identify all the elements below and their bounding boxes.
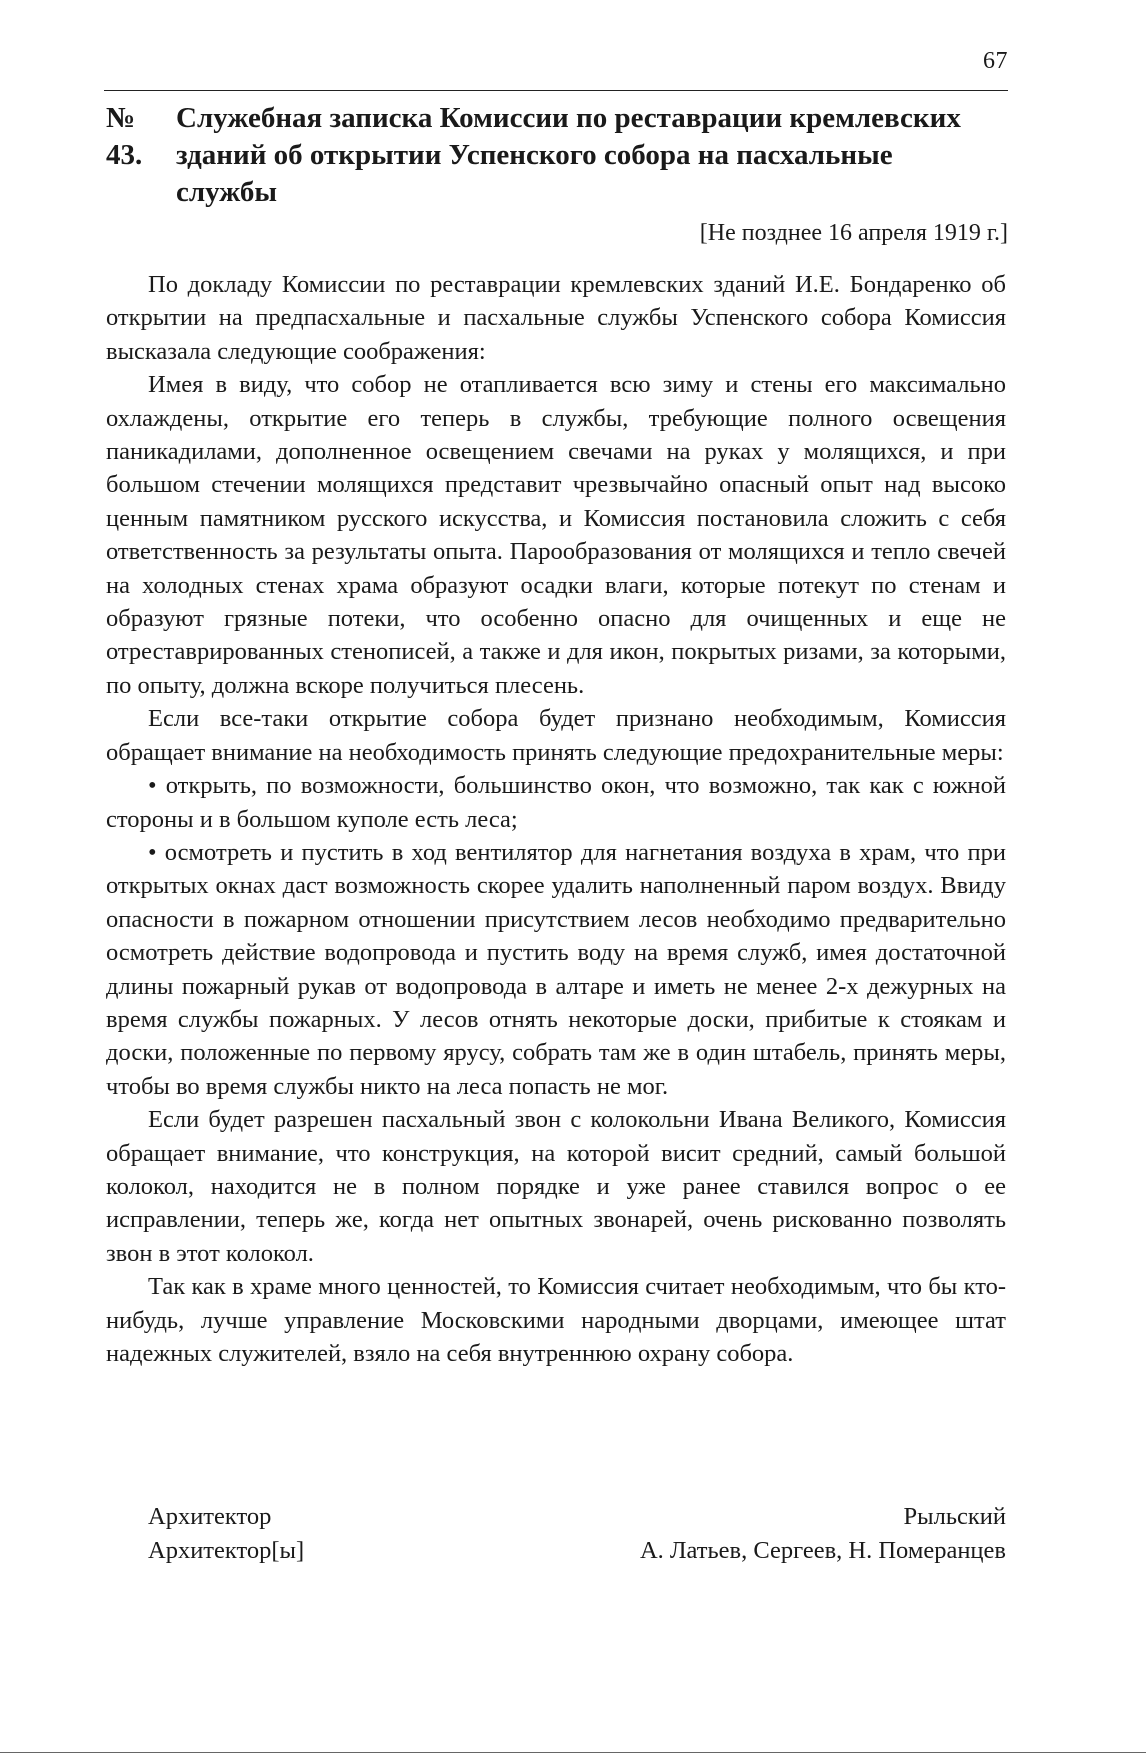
document-body (106, 268, 1006, 1370)
document-title: Служебная записка Комиссии по реставрации кремлевских зданий об открытии Успенского собора на пасхальные службы (176, 102, 961, 208)
bullet-item: • осмотреть и пустить в ход вентилятор для нагнетания воздуха в храм, что при открытых окнах даст возможность скорее удалить наполненный паром воздух. Ввиду опасности в пожарном отношении присутствием лесов необходимо предварительно осмотреть действие водопровода и пустить воду на время служб, имея достаточной длины пожарный рукав от водопровода в алтаре и иметь не менее 2-х дежурных на время службы пожарных. У лесов отнять некоторые доски, прибитые к стоякам и доски, положенные по первому ярусу, собрать там же в один штабель, принять меры, чтобы во время службы никто на леса попасть не мог. (106, 838, 1006, 1100)
document-number: № 43. (106, 102, 143, 171)
paragraph: По докладу Комиссии по реставрации кремлевских зданий И.Е. Бондаренко об открытии на предпасхальные и пасхальные службы Успенского собора Комиссия высказала следующие соображения: (106, 271, 1006, 365)
bullet-item: • открыть, по возможности, большинство окон, что возможно, так как с южной стороны и в большом куполе есть леса; (106, 772, 1006, 833)
page-number: 67 (983, 48, 1008, 74)
paragraph: Имея в виду, что собор не отапливается всю зиму и стены его максимально охлаждены, открытие его теперь в службы, требующие полного освещения паникадилами, дополненное освещением свечами на руках у молящихся, и при большом стечении молящихся представит чрезвычайно опасный опыт над высоко ценным памятником русского искусства, и Комиссия постановила сложить с себя ответственность за результаты опыта. Парообразования от молящихся и тепло свечей на холодных стенах храма образуют осадки влаги, которые потекут по стенам и образуют грязные потеки, что особенно опасно для очищенных и еще не отреставрированных стенописей, а также и для икон, покрытых ризами, за которыми, по опыту, должна вскоре получиться плесень. (106, 371, 1006, 699)
signature-row (106, 1500, 1006, 1534)
signature-names: Рыльский (903, 1503, 1006, 1530)
header-divider (104, 90, 1008, 91)
signature-role: Архитектор[ы] (148, 1537, 305, 1564)
document-heading (106, 100, 1006, 211)
signature-row (106, 1534, 1006, 1568)
paragraph: Если все-таки открытие собора будет признано необходимым, Комиссия обращает внимание на необходимость принять следующие предохранительные меры: (106, 705, 1006, 766)
paragraph: Так как в храме много ценностей, то Комиссия считает необходимым, что бы кто-нибудь, лучше управление Московскими народными дворцами, имеющее штат надежных служителей, взяло на себя внутреннюю охрану собора. (106, 1273, 1006, 1367)
signature-names: А. Латьев, Сергеев, Н. Померанцев (639, 1537, 1006, 1564)
signature-block (106, 1500, 1006, 1568)
signature-role: Архитектор (148, 1503, 272, 1530)
page-bottom-edge (0, 1752, 1146, 1753)
document-date: [Не позднее 16 апреля 1919 г.] (699, 220, 1008, 246)
paragraph: Если будет разрешен пасхальный звон с колокольни Ивана Великого, Комиссия обращает внимание, что конструкция, на которой висит средний, самый большой колокол, находится не в полном порядке и уже ранее ставился вопрос о ее исправлении, теперь же, когда нет опытных звонарей, очень рискованно позволять звон в этот колокол. (106, 1106, 1006, 1267)
